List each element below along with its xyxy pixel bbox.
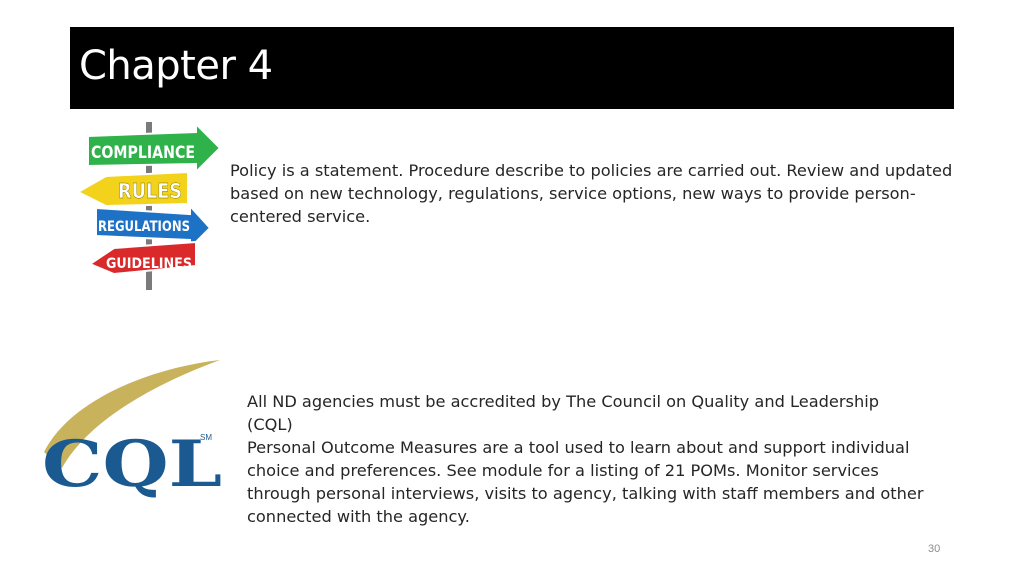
logo-lettering: CQL [42, 427, 222, 498]
rules-sign-label: RULES [118, 179, 182, 203]
regulations-sign-label: REGULATIONS [98, 219, 190, 235]
pom-description: Personal Outcome Measures are a tool used to learn about and support individual choice and preferences. See module for a listing of 21 POMs. Monitor services through personal interviews, visits to agency, talking with staff members and other connected with the agency. [247, 438, 924, 526]
policy-description: Policy is a statement. Procedure describe to policies are carried out. Review and updated based on new technology, regulations, service options, new ways to provide person-centered service. [230, 161, 953, 226]
compliance-signpost-image [78, 122, 222, 290]
page-number: 30 [928, 543, 941, 555]
slide-title: Chapter 4 [79, 43, 273, 89]
compliance-sign-label: COMPLIANCE [91, 143, 195, 163]
logo-service-mark: SM [200, 433, 212, 442]
cql-accreditation-line: All ND agencies must be accredited by The Council on Quality and Leadership (CQL) [247, 392, 879, 434]
cql-description [247, 390, 927, 528]
guidelines-sign-label: GUIDELINES [106, 256, 192, 272]
cql-logo-image [40, 360, 225, 498]
title-bar [70, 27, 954, 109]
